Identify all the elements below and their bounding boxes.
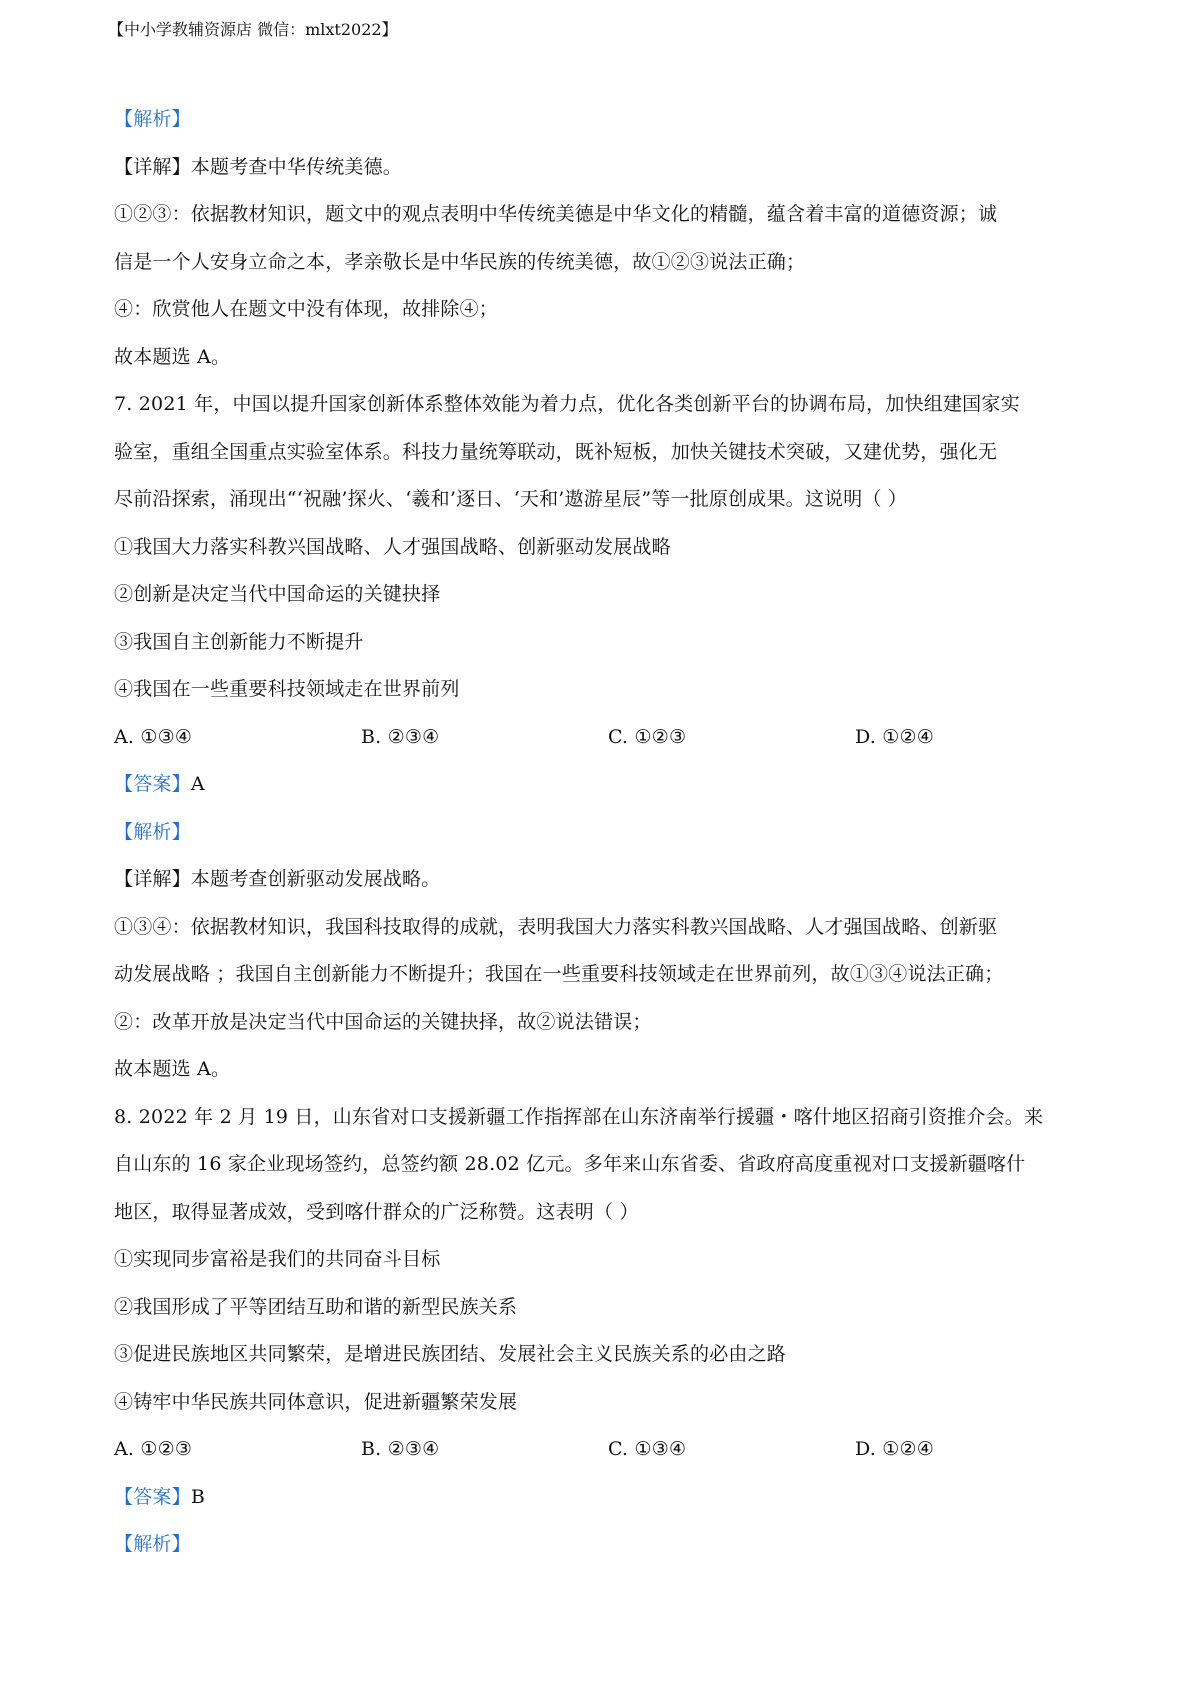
q7-stem-1: 7. 2021 年，中国以提升国家创新体系整体效能为着力点，优化各类创新平台的协调布局，加快组建国家实 bbox=[114, 393, 1020, 415]
q7-item-4: ④我国在一些重要科技领域走在世界前列 bbox=[114, 678, 460, 700]
q8-answer-tag: 【答案】 bbox=[114, 1485, 191, 1508]
q7-option-c: C. ①②③ bbox=[608, 725, 687, 748]
page-content bbox=[114, 96, 1106, 1569]
q7-detail-text-1: ①③④：依据教材知识，我国科技取得的成就，表明我国大力落实科教兴国战略、人才强国战略、创新驱 bbox=[114, 915, 998, 938]
q7-answer-value: A bbox=[190, 773, 205, 795]
q8-stem-3: 地区，取得显著成效，受到喀什群众的广泛称赞。这表明（ ） bbox=[114, 1200, 639, 1223]
q6-detail-text-3: ④：欣赏他人在题文中没有体现，故排除④； bbox=[114, 298, 499, 320]
q6-detail-heading: 【详解】本题考查中华传统美德。 bbox=[114, 155, 403, 178]
q8-item-2: ②我国形成了平等团结互助和谐的新型民族关系 bbox=[114, 1295, 518, 1318]
q6-detail-text-2: 信是一个人安身立命之本，孝亲敬长是中华民族的传统美德，故①②③说法正确； bbox=[114, 250, 806, 273]
q7-option-b: B. ②③④ bbox=[361, 725, 440, 748]
q7-option-d: D. ①②④ bbox=[855, 725, 934, 748]
q6-analysis-heading: 【解析】 bbox=[114, 108, 191, 130]
q8-option-c: C. ①③④ bbox=[608, 1438, 687, 1460]
q8-answer bbox=[114, 1474, 1106, 1522]
q7-answer-tag: 【答案】 bbox=[114, 773, 191, 795]
q7-stem-3: 尽前沿探索，涌现出“‘祝融’探火、‘羲和’逐日、‘天和’遨游星辰”等一批原创成果。这说明（ ） bbox=[114, 488, 908, 510]
q8-item-1: ①实现同步富裕是我们的共同奋斗目标 bbox=[114, 1248, 441, 1270]
q6-conclusion: 故本题选 A。 bbox=[114, 345, 231, 368]
q6-detail-text-1: ①②③：依据教材知识，题文中的观点表明中华传统美德是中华文化的精髓，蕴含着丰富的道德资源；诚 bbox=[114, 203, 998, 225]
q7-detail-text-2: 动发展战略 ；我国自主创新能力不断提升；我国在一些重要科技领域走在世界前列，故①③④说法正确； bbox=[114, 963, 1004, 985]
q8-option-b: B. ②③④ bbox=[361, 1438, 440, 1460]
q8-answer-value: B bbox=[190, 1485, 205, 1508]
q7-stem-2: 验室，重组全国重点实验室体系。科技力量统筹联动，既补短板，加快关键技术突破，又建优势，强化无 bbox=[114, 440, 998, 463]
q7-options bbox=[114, 714, 1106, 762]
q8-item-4: ④铸牢中华民族共同体意识，促进新疆繁荣发展 bbox=[114, 1390, 518, 1413]
q8-stem-1: 8. 2022 年 2 月 19 日，山东省对口支援新疆工作指挥部在山东济南举行援疆・喀什地区招商引资推介会。来 bbox=[114, 1105, 1044, 1128]
q8-option-d: D. ①②④ bbox=[855, 1438, 934, 1460]
q8-stem-2: 自山东的 16 家企业现场签约，总签约额 28.02 亿元。多年来山东省委、省政府高度重视对口支援新疆喀什 bbox=[114, 1153, 1026, 1175]
q8-analysis-heading: 【解析】 bbox=[114, 1533, 191, 1555]
q7-detail-text-3: ②：改革开放是决定当代中国命运的关键抉择，故②说法错误； bbox=[114, 1010, 652, 1033]
q8-option-a: A. ①②③ bbox=[114, 1438, 193, 1460]
q8-options bbox=[114, 1426, 1106, 1474]
q7-conclusion: 故本题选 A。 bbox=[114, 1058, 231, 1080]
q7-item-2: ②创新是决定当代中国命运的关键抉择 bbox=[114, 583, 441, 605]
q7-answer bbox=[114, 761, 1106, 809]
q7-item-3: ③我国自主创新能力不断提升 bbox=[114, 630, 364, 653]
q7-detail-heading: 【详解】本题考查创新驱动发展战略。 bbox=[114, 868, 441, 890]
q8-item-3: ③促进民族地区共同繁荣，是增进民族团结、发展社会主义民族关系的必由之路 bbox=[114, 1343, 787, 1365]
q7-item-1: ①我国大力落实科教兴国战略、人才强国战略、创新驱动发展战略 bbox=[114, 535, 671, 558]
q7-option-a: A. ①③④ bbox=[114, 725, 193, 748]
watermark-header: 【中小学教辅资源店 微信：mlxt2022】 bbox=[108, 20, 398, 39]
q7-analysis-heading: 【解析】 bbox=[114, 820, 191, 843]
